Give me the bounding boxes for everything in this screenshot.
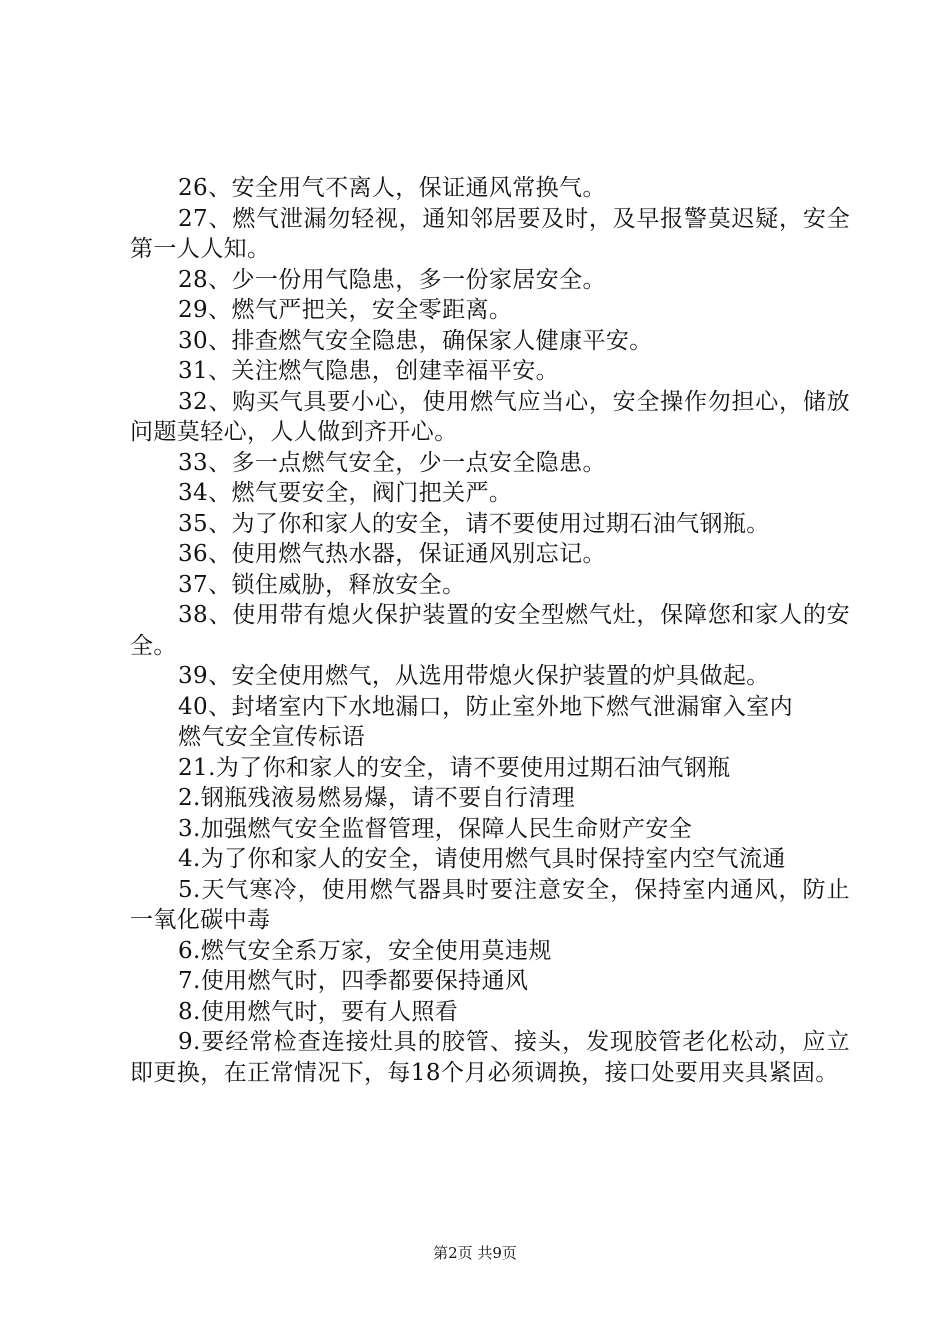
paragraph: 28、少一份用气隐患，多一份家居安全。 (178, 266, 606, 293)
paragraph: 8.使用燃气时，要有人照看 (178, 998, 459, 1025)
paragraph: 5.天气寒冷，使用燃气器具时要注意安全，保持室内通风，防止一氧化碳中毒 (130, 876, 850, 933)
paragraph: 35、为了你和家人的安全，请不要使用过期石油气钢瓶。 (178, 510, 770, 537)
document-body (130, 173, 850, 1088)
section-heading: 燃气安全宣传标语 (178, 724, 366, 750)
paragraph: 29、燃气严把关，安全零距离。 (178, 297, 513, 323)
paragraph: 6.燃气安全系万家，安全使用莫违规 (178, 937, 552, 964)
paragraph: 31、关注燃气隐患，创建幸福平安。 (178, 358, 560, 384)
page-footer (0, 1243, 950, 1263)
paragraph: 3.加强燃气安全监督管理，保障人民生命财产安全 (178, 815, 693, 842)
paragraph: 34、燃气要安全，阀门把关严。 (178, 480, 513, 506)
paragraph: 30、排查燃气安全隐患，确保家人健康平安。 (178, 327, 653, 354)
paragraph: 27、燃气泄漏勿轻视，通知邻居要及时，及早报警莫迟疑，安全第一人人知。 (130, 205, 850, 262)
paragraph: 32、购买气具要小心，使用燃气应当心，安全操作勿担心，储放问题莫轻心，人人做到齐开心。 (130, 388, 850, 445)
paragraph: 21.为了你和家人的安全，请不要使用过期石油气钢瓶 (178, 754, 731, 781)
paragraph: 26、安全用气不离人，保证通风常换气。 (178, 175, 606, 201)
paragraph: 39、安全使用燃气，从选用带熄火保护装置的炉具做起。 (178, 663, 770, 689)
paragraph: 7.使用燃气时，四季都要保持通风 (178, 968, 529, 994)
paragraph: 40、封堵室内下水地漏口，防止室外地下燃气泄漏窜入室内 (178, 693, 794, 720)
paragraph: 36、使用燃气热水器，保证通风别忘记。 (178, 541, 606, 567)
paragraph: 2.钢瓶残液易燃易爆，请不要自行清理 (178, 785, 576, 811)
page-number: 第2页 共9页 (433, 1244, 517, 1262)
paragraph: 37、锁住威胁，释放安全。 (178, 571, 466, 598)
paragraph: 9.要经常检查连接灶具的胶管、接头，发现胶管老化松动，应立即更换，在正常情况下，每18个月必须调换，接口处要用夹具紧固。 (130, 1029, 850, 1086)
paragraph: 33、多一点燃气安全，少一点安全隐患。 (178, 449, 606, 476)
paragraph: 4.为了你和家人的安全，请使用燃气具时保持室内空气流通 (178, 846, 786, 872)
paragraph: 38、使用带有熄火保护装置的安全型燃气灶，保障您和家人的安全。 (130, 602, 850, 659)
